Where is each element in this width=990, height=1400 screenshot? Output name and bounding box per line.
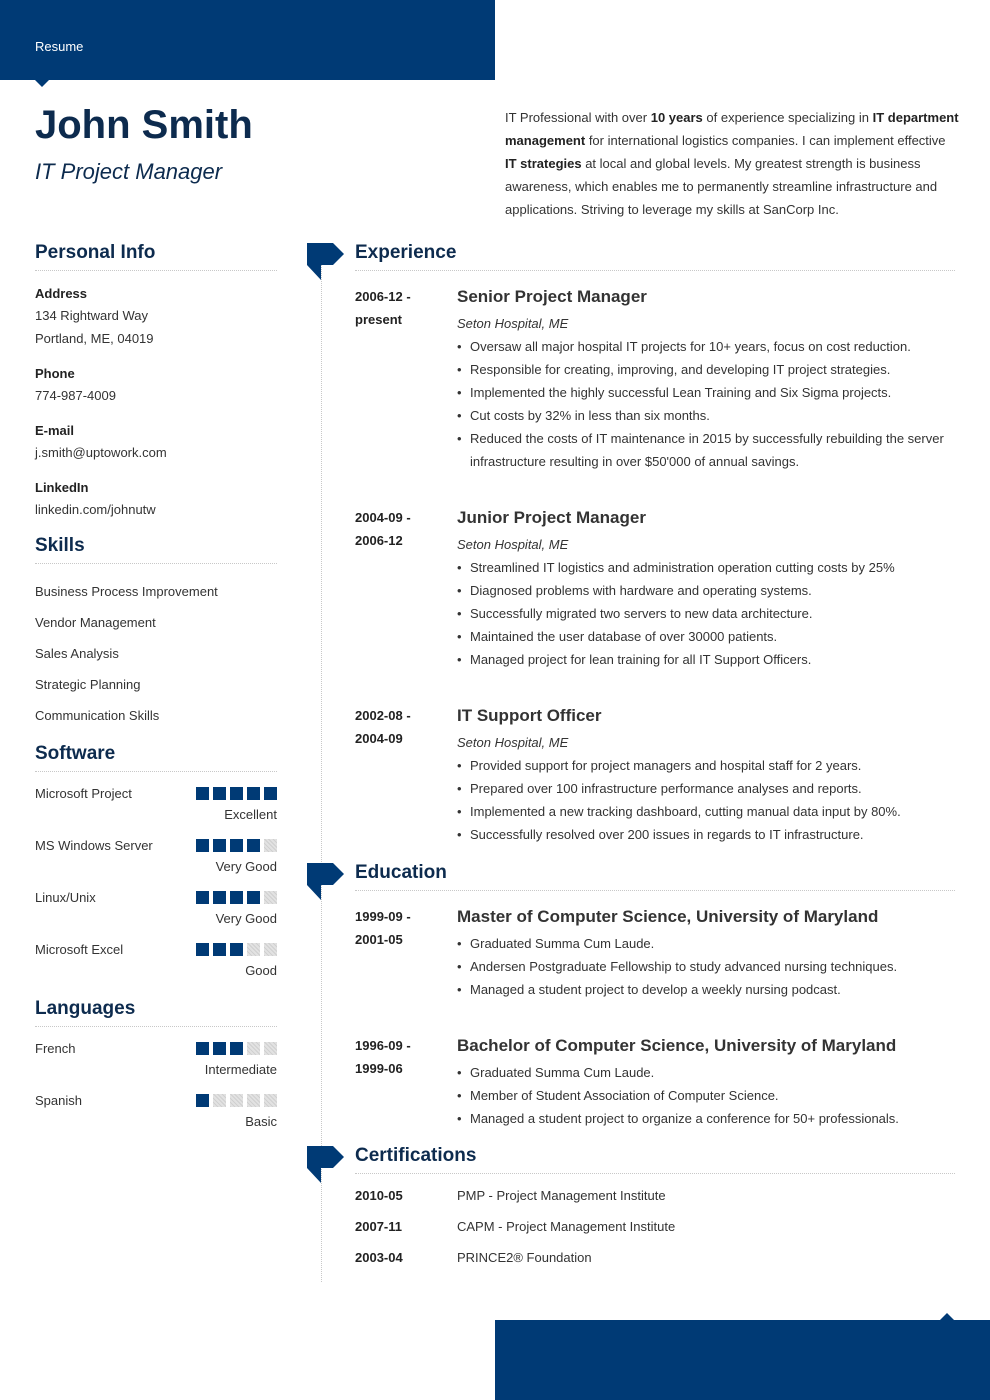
candidate-name: John Smith bbox=[35, 103, 253, 147]
candidate-title: IT Project Manager bbox=[35, 159, 223, 184]
section-flag-icon bbox=[307, 863, 344, 900]
rating-dot bbox=[196, 891, 209, 904]
software-list bbox=[35, 772, 277, 980]
entry-date bbox=[355, 1034, 445, 1080]
rating-dots bbox=[196, 1042, 277, 1055]
rating-dot bbox=[230, 839, 243, 852]
footer-notch bbox=[940, 1313, 954, 1320]
entry-title: Master of Computer Science, University of Maryland bbox=[457, 907, 879, 926]
rating-dot bbox=[213, 943, 226, 956]
skills-list bbox=[35, 576, 277, 731]
address-line1: 134 Rightward Way bbox=[35, 308, 148, 323]
experience-heading bbox=[355, 242, 955, 271]
entry-bullet: • Graduated Summa Cum Laude. bbox=[457, 932, 955, 955]
rated-item-name: Microsoft Project bbox=[35, 786, 132, 801]
entry-bullet: • Provided support for project managers and hospital staff for 2 years. bbox=[457, 754, 955, 777]
entry-organization: Seton Hospital, ME bbox=[457, 537, 569, 552]
entry-bullets bbox=[457, 932, 955, 1001]
entry-bullet: • Prepared over 100 infrastructure performance analyses and reports. bbox=[457, 777, 955, 800]
entry-bullet: • Successfully resolved over 200 issues in regards to IT infrastructure. bbox=[457, 823, 955, 846]
entry-bullet: • Oversaw all major hospital IT projects for 10+ years, focus on cost reduction. bbox=[457, 335, 955, 358]
rating-dot bbox=[264, 943, 277, 956]
phone-label: Phone bbox=[35, 366, 75, 381]
entry-bullets bbox=[457, 754, 955, 846]
experience-entry bbox=[355, 506, 955, 671]
experience-heading-text: Experience bbox=[355, 242, 457, 263]
entry-title: Bachelor of Computer Science, University of Maryland bbox=[457, 1036, 897, 1055]
education-heading-text: Education bbox=[355, 862, 447, 883]
education-section bbox=[355, 862, 955, 1130]
certifications-list bbox=[355, 1182, 955, 1275]
rating-dot bbox=[264, 1042, 277, 1055]
rating-dot bbox=[196, 1094, 209, 1107]
certification-name: PMP - Project Management Institute bbox=[457, 1188, 666, 1203]
header-banner bbox=[0, 0, 495, 80]
experience-entry bbox=[355, 285, 955, 473]
entry-title: Senior Project Manager bbox=[457, 287, 647, 306]
rating-dot bbox=[247, 839, 260, 852]
entry-bullet: • Streamlined IT logistics and administration operation cutting costs by 25% bbox=[457, 556, 955, 579]
rating-dot bbox=[230, 1042, 243, 1055]
rating-dot bbox=[247, 891, 260, 904]
rating-dots bbox=[196, 1094, 277, 1107]
rated-item bbox=[35, 928, 277, 980]
rated-item-name: Linux/Unix bbox=[35, 890, 96, 905]
entry-bullet: • Andersen Postgraduate Fellowship to study advanced nursing techniques. bbox=[457, 955, 955, 978]
experience-entry bbox=[355, 704, 955, 846]
rated-item bbox=[35, 824, 277, 876]
certifications-section bbox=[355, 1145, 955, 1275]
rated-item-level: Intermediate bbox=[204, 1062, 277, 1077]
rating-dot bbox=[196, 943, 209, 956]
software-heading: Software bbox=[35, 743, 277, 772]
education-list bbox=[355, 905, 955, 1130]
rating-dots bbox=[196, 787, 277, 800]
skill-item: Strategic Planning bbox=[35, 677, 141, 692]
entry-bullet: • Maintained the user database of over 30000 patients. bbox=[457, 625, 955, 648]
certifications-heading-text: Certifications bbox=[355, 1145, 477, 1166]
summary-segment: IT department management bbox=[505, 110, 959, 148]
rated-item bbox=[35, 772, 277, 824]
rating-dot bbox=[213, 787, 226, 800]
education-heading bbox=[355, 862, 955, 891]
certification-row bbox=[355, 1213, 955, 1244]
entry-bullet: • Responsible for creating, improving, and developing IT project strategies. bbox=[457, 358, 955, 381]
email-value: j.smith@uptowork.com bbox=[35, 445, 167, 460]
entry-date bbox=[355, 704, 445, 750]
timeline-divider bbox=[321, 262, 322, 1282]
entry-bullet: • Implemented a new tracking dashboard, cutting manual data input by 80%. bbox=[457, 800, 955, 823]
section-flag-icon bbox=[307, 1146, 344, 1183]
entry-body bbox=[457, 285, 955, 473]
entry-date-start: 2002-08 - bbox=[355, 708, 411, 723]
rating-dot bbox=[247, 1094, 260, 1107]
rated-item-name: Microsoft Excel bbox=[35, 942, 124, 957]
summary-segment: for international logistics companies. I can implement effective bbox=[585, 133, 946, 148]
header-label: Resume bbox=[35, 39, 84, 54]
entry-body bbox=[457, 905, 955, 1001]
certification-date: 2007-11 bbox=[355, 1219, 402, 1234]
education-entry bbox=[355, 1034, 955, 1130]
rating-dot bbox=[247, 787, 260, 800]
rating-dot bbox=[196, 787, 209, 800]
rating-dot bbox=[213, 1042, 226, 1055]
entry-body bbox=[457, 506, 955, 671]
rating-dot bbox=[230, 891, 243, 904]
header-notch bbox=[35, 80, 49, 87]
rating-dot bbox=[213, 1094, 226, 1107]
rating-dot bbox=[247, 943, 260, 956]
entry-bullet: • Diagnosed problems with hardware and operating systems. bbox=[457, 579, 955, 602]
entry-date-start: 2004-09 - bbox=[355, 510, 411, 525]
rating-dots bbox=[196, 943, 277, 956]
rated-item-level: Basic bbox=[245, 1114, 277, 1129]
entry-bullets bbox=[457, 556, 955, 671]
footer-banner bbox=[495, 1320, 990, 1400]
summary-segment: of experience specializing in bbox=[702, 110, 873, 125]
entry-bullets bbox=[457, 335, 955, 473]
phone-value: 774-987-4009 bbox=[35, 388, 116, 403]
rating-dot bbox=[230, 943, 243, 956]
entry-date bbox=[355, 905, 445, 951]
linkedin-value: linkedin.com/johnutw bbox=[35, 502, 156, 517]
entry-bullet: • Graduated Summa Cum Laude. bbox=[457, 1061, 955, 1084]
entry-bullets bbox=[457, 1061, 955, 1130]
summary-segment: at local and global levels. My greatest strength is business awareness, which enables me to permanently streamline infrastructure and applications. Striving to leverage my skills at SanCorp Inc. bbox=[505, 156, 938, 217]
rating-dot bbox=[247, 1042, 260, 1055]
experience-list bbox=[355, 285, 955, 846]
entry-body bbox=[457, 1034, 955, 1130]
summary-segment: IT strategies bbox=[505, 156, 582, 171]
languages-heading: Languages bbox=[35, 998, 277, 1027]
rating-dot bbox=[264, 839, 277, 852]
certification-date: 2010-05 bbox=[355, 1188, 403, 1203]
left-column bbox=[35, 242, 277, 1131]
entry-organization: Seton Hospital, ME bbox=[457, 735, 569, 750]
rated-item-name: Spanish bbox=[35, 1093, 82, 1108]
entry-title: IT Support Officer bbox=[457, 706, 602, 725]
section-flag-icon bbox=[307, 243, 344, 280]
entry-date bbox=[355, 285, 445, 331]
rating-dot bbox=[264, 1094, 277, 1107]
education-entry bbox=[355, 905, 955, 1001]
entry-bullet: • Implemented the highly successful Lean Training and Six Sigma projects. bbox=[457, 381, 955, 404]
personal-info-heading: Personal Info bbox=[35, 242, 277, 271]
entry-bullet: • Cut costs by 32% in less than six months. bbox=[457, 404, 955, 427]
entry-date-end: 1999-06 bbox=[355, 1061, 403, 1076]
entry-bullet: • Managed a student project to organize a conference for 50+ professionals. bbox=[457, 1107, 955, 1130]
entry-date-end: present bbox=[355, 312, 402, 327]
summary-segment: 10 years bbox=[650, 110, 703, 125]
rated-item-name: MS Windows Server bbox=[35, 838, 153, 853]
entry-date-start: 2006-12 - bbox=[355, 289, 411, 304]
rated-item-level: Very Good bbox=[215, 859, 277, 874]
entry-date-end: 2006-12 bbox=[355, 533, 403, 548]
rated-item-level: Excellent bbox=[224, 807, 277, 822]
rating-dot bbox=[196, 839, 209, 852]
address-label: Address bbox=[35, 286, 88, 301]
skill-item: Business Process Improvement bbox=[35, 584, 218, 599]
rated-item bbox=[35, 1079, 277, 1131]
entry-bullet: • Reduced the costs of IT maintenance in 2015 by successfully rebuilding the server infrastructure resulting in over $50'000 of annual savings. bbox=[457, 427, 955, 473]
profile-summary bbox=[505, 106, 960, 221]
entry-title: Junior Project Manager bbox=[457, 508, 646, 527]
entry-date-start: 1996-09 - bbox=[355, 1038, 411, 1053]
rating-dot bbox=[213, 839, 226, 852]
entry-bullet: • Managed a student project to develop a weekly nursing podcast. bbox=[457, 978, 955, 1001]
rated-item-name: French bbox=[35, 1041, 76, 1056]
certification-name: CAPM - Project Management Institute bbox=[457, 1219, 676, 1234]
entry-date-end: 2001-05 bbox=[355, 932, 403, 947]
rated-item-level: Very Good bbox=[215, 911, 277, 926]
entry-bullet: • Successfully migrated two servers to new data architecture. bbox=[457, 602, 955, 625]
skills-heading: Skills bbox=[35, 535, 277, 564]
rating-dot bbox=[196, 1042, 209, 1055]
entry-body bbox=[457, 704, 955, 846]
experience-section bbox=[355, 242, 955, 846]
entry-date-end: 2004-09 bbox=[355, 731, 403, 746]
rating-dot bbox=[264, 787, 277, 800]
rating-dot bbox=[264, 891, 277, 904]
linkedin-label: LinkedIn bbox=[35, 480, 89, 495]
entry-date-start: 1999-09 - bbox=[355, 909, 411, 924]
entry-bullet: • Managed project for lean training for all IT Support Officers. bbox=[457, 648, 955, 671]
address-line2: Portland, ME, 04019 bbox=[35, 331, 154, 346]
certification-row bbox=[355, 1244, 955, 1275]
rated-item bbox=[35, 876, 277, 928]
certifications-heading bbox=[355, 1145, 955, 1174]
email-label: E-mail bbox=[35, 423, 75, 438]
summary-segment: IT Professional with over bbox=[505, 110, 651, 125]
rating-dot bbox=[230, 1094, 243, 1107]
rated-item-level: Good bbox=[245, 963, 277, 978]
entry-bullet: • Member of Student Association of Computer Science. bbox=[457, 1084, 955, 1107]
entry-organization: Seton Hospital, ME bbox=[457, 316, 569, 331]
rating-dots bbox=[196, 839, 277, 852]
certification-name: PRINCE2® Foundation bbox=[457, 1250, 592, 1265]
rating-dot bbox=[213, 891, 226, 904]
certification-date: 2003-04 bbox=[355, 1250, 403, 1265]
rating-dots bbox=[196, 891, 277, 904]
skill-item: Sales Analysis bbox=[35, 646, 119, 661]
skill-item: Vendor Management bbox=[35, 615, 156, 630]
rated-item bbox=[35, 1027, 277, 1079]
languages-list bbox=[35, 1027, 277, 1131]
rating-dot bbox=[230, 787, 243, 800]
skill-item: Communication Skills bbox=[35, 708, 160, 723]
entry-date bbox=[355, 506, 445, 552]
certification-row bbox=[355, 1182, 955, 1213]
